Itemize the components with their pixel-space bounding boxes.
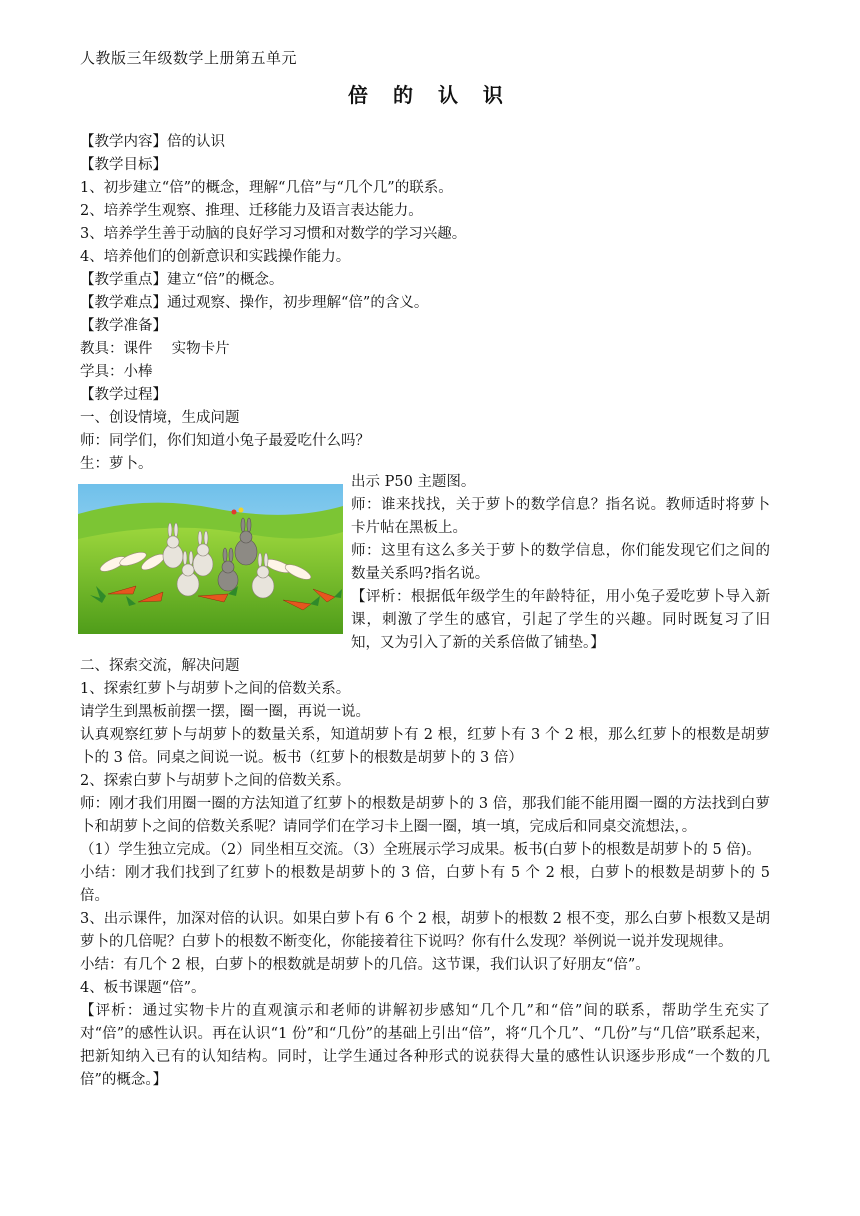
paragraph: 认真观察红萝卜与胡萝卜的数量关系，知道胡萝卜有 2 根，红萝卜有 3 个 2 根，那么红萝卜的根数是胡萝卜的 3 倍。同桌之间说一说。板书（红萝卜的根数是胡萝卜的 3 倍） [80,727,770,766]
text-line: 3、培养学生善于动脑的良好学习习惯和对数学的学习兴趣。 [80,226,467,242]
text-line: 【教学难点】通过观察、操作，初步理解“倍”的含义。 [80,295,429,311]
review-paragraph: 【评析：根据低年级学生的年龄特征，用小兔子爱吃萝卜导入新课，刺激了学生的感官，引起了学生的兴趣。同时既复习了旧知，又为引入了新的关系倍做了铺垫。】 [351,589,770,651]
text-line: 【教学准备】 [80,318,167,334]
text-line: 4、培养他们的创新意识和实践操作能力。 [80,249,351,265]
paragraph: 3、出示课件，加深对倍的认识。如果白萝卜有 6 个 2 根，胡萝卜的根数 2 根不变，那么白萝卜根数又是胡萝卜的几倍呢？白萝卜的根数不断变化，你能接着往下说吗？你有什么发现？举例说一说并发现规律。 [80,911,770,950]
paragraph: 小结：有几个 2 根，白萝卜的根数就是胡萝卜的几倍。这节课，我们认识了好朋友“倍”。 [80,957,650,973]
text-line: 请学生到黑板前摆一摆，圈一圈，再说一说。 [80,704,370,720]
text-line: 一、创设情境，生成问题 [80,410,240,426]
paragraph: 小结：刚才我们找到了红萝卜的根数是胡萝卜的 3 倍，白萝卜有 5 个 2 根，白萝卜的根数是胡萝卜的 5 倍。 [80,865,770,904]
main-section [80,655,770,1092]
text-line: 学具：小棒 [80,364,153,380]
text-line: 【教学目标】 [80,157,167,173]
text-line: 2、探索白萝卜与胡萝卜之间的倍数关系。 [80,773,351,789]
text-line: 【教学内容】倍的认识 [80,134,225,150]
text-line: 教具：课件 实物卡片 [80,341,230,357]
text-line: 2、培养学生观察、推理、迁移能力及语言表达能力。 [80,203,423,219]
paragraph: 师：刚才我们用圈一圈的方法知道了红萝卜的根数是胡萝卜的 3 倍，那我们能不能用圈一圈的方法找到白萝卜和胡萝卜之间的倍数关系呢？请同学们在学习卡上圈一圈，填一填，完成后和同桌交流想法，。 [80,796,770,835]
text-line: 生：萝卜。 [80,456,153,472]
text-line: 【教学过程】 [80,387,167,403]
document-title: 倍 的 认 识 [348,83,512,107]
text-line: 1、初步建立“倍”的概念，理解“几倍”与“几个几”的联系。 [80,180,453,196]
illustration-notes [351,471,770,655]
text-line: 师：同学们，你们知道小兔子最爱吃什么吗？ [80,433,370,449]
text-line: 【教学重点】建立“倍”的概念。 [80,272,284,288]
text-line: 出示 P50 主题图。 [351,474,476,490]
paragraph: 师：谁来找找，关于萝卜的数学信息？指名说。教师适时将萝卜卡片帖在黑板上。 [351,497,770,536]
paragraph: 师：这里有这么多关于萝卜的数学信息，你们能发现它们之间的数量关系吗?指名说。 [351,543,770,582]
review-paragraph: 【评析：通过实物卡片的直观演示和老师的讲解初步感知“几个几”和“倍”间的联系，帮助学生充实了对“倍”的感性认识。再在认识“1 份”和“几份”的基础上引出“倍”，将“几个几”、“几份”与“几倍”联系起来，把新知纳入已有的认知结构。同时，让学生通过各种形式的说获得大量的感性认识逐步形成“一个数的几倍”的概念。】 [80,1003,770,1088]
top-section [80,131,770,476]
rabbits-carrots-illustration [78,484,343,634]
text-line: 1、探索红萝卜与胡萝卜之间的倍数关系。 [80,681,351,697]
paragraph: （1）学生独立完成。（2）同坐相互交流。（3）全班展示学习成果。板书(白萝卜的根数是胡萝卜的 5 倍)。 [80,842,761,858]
document-header: 人教版三年级数学上册第五单元 [80,49,298,67]
section-heading: 二、探索交流，解决问题 [80,658,240,674]
text-line: 4、板书课题“倍”。 [80,980,206,996]
